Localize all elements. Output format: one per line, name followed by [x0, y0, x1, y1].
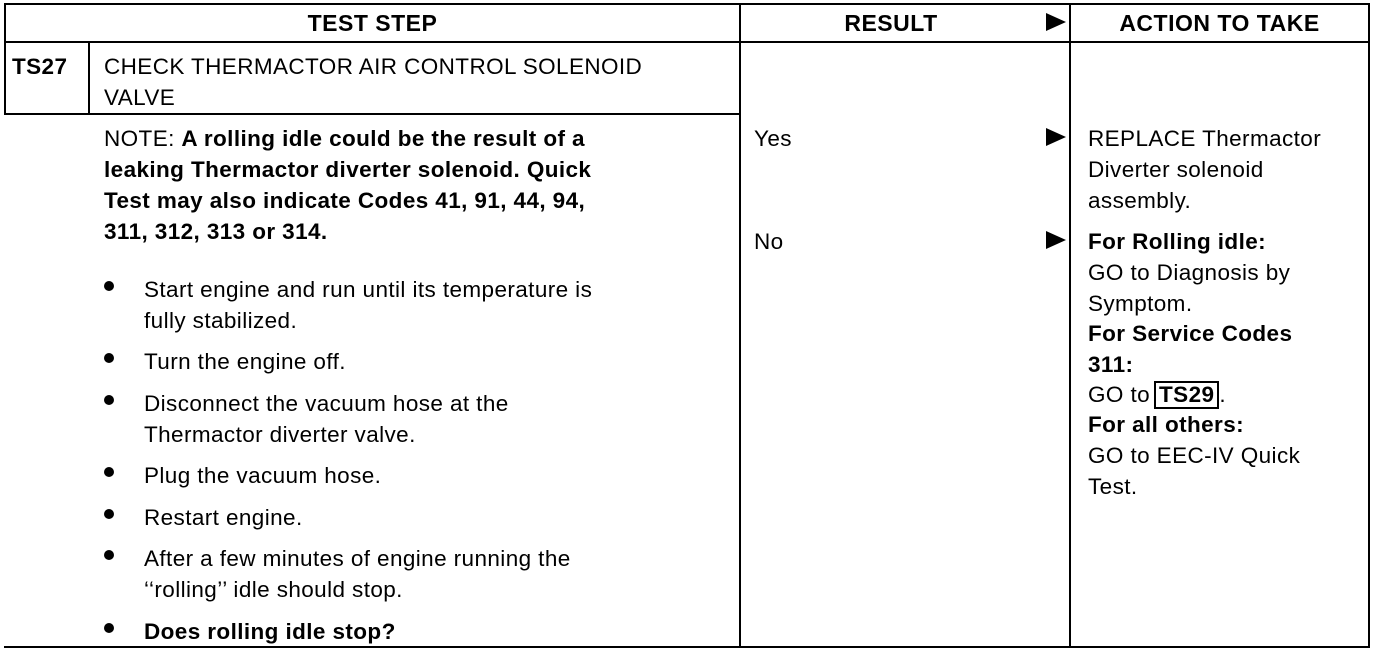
- action-yes-line-1: REPLACE Thermactor: [1088, 126, 1322, 151]
- header-result: RESULT: [844, 10, 938, 36]
- header-test-step: TEST STEP: [307, 10, 438, 36]
- result-no: No: [754, 229, 784, 254]
- result-yes: Yes: [754, 126, 792, 151]
- bullet-6-line-2: ‘‘rolling’’ idle should stop.: [144, 577, 403, 602]
- header-bottom-border: [4, 41, 1370, 43]
- note-line-2: leaking Thermactor diverter solenoid. Quick: [104, 157, 592, 182]
- note-label: NOTE:: [104, 126, 182, 151]
- result-column-left-border: [739, 3, 741, 648]
- bullet-6-line-1: After a few minutes of engine running the: [144, 546, 571, 571]
- note-line-4: 311, 312, 313 or 314.: [104, 219, 328, 244]
- result-yes-arrow-icon: [1046, 128, 1066, 146]
- header-action: ACTION TO TAKE: [1119, 10, 1320, 36]
- goto-prefix: GO to: [1088, 382, 1151, 407]
- action-others-heading: For all others:: [1088, 412, 1245, 437]
- bullet-4-line-1: Plug the vacuum hose.: [144, 463, 382, 488]
- note-text-1: A rolling idle could be the result of a: [181, 126, 585, 151]
- action-rolling-line-2: Symptom.: [1088, 291, 1193, 316]
- action-rolling-line-1: GO to Diagnosis by: [1088, 260, 1291, 285]
- action-yes-line-3: assembly.: [1088, 188, 1192, 213]
- note-line-1: [104, 123, 585, 154]
- step-title-bottom-border: [4, 113, 740, 115]
- step-title-line-1: CHECK THERMACTOR AIR CONTROL SOLENOID: [104, 54, 643, 79]
- action-yes-line-2: Diverter solenoid: [1088, 157, 1264, 182]
- bullet-icon: [104, 623, 114, 633]
- bullet-icon: [104, 467, 114, 477]
- action-service-heading-2: 311:: [1088, 352, 1134, 377]
- table-top-border: [4, 3, 1370, 5]
- bullet-icon: [104, 281, 114, 291]
- action-others-line-1: GO to EEC-IV Quick: [1088, 443, 1301, 468]
- table-right-border: [1368, 3, 1370, 648]
- bullet-1-line-2: fully stabilized.: [144, 308, 298, 333]
- step-id-divider: [88, 42, 90, 114]
- action-others-line-2: Test.: [1088, 474, 1138, 499]
- bullet-5-line-1: Restart engine.: [144, 505, 303, 530]
- action-column-left-border: [1069, 3, 1071, 648]
- action-goto-line: [1088, 379, 1226, 410]
- bullet-icon: [104, 395, 114, 405]
- header-arrow-icon: [1046, 13, 1066, 31]
- bullet-7-question: Does rolling idle stop?: [144, 619, 396, 644]
- action-rolling-heading: For Rolling idle:: [1088, 229, 1267, 254]
- bullet-1-line-1: Start engine and run until its temperature is: [144, 277, 593, 302]
- action-service-heading-1: For Service Codes: [1088, 321, 1293, 346]
- bullet-3-line-2: Thermactor diverter valve.: [144, 422, 416, 447]
- result-no-arrow-icon: [1046, 231, 1066, 249]
- note-line-3: Test may also indicate Codes 41, 91, 44, 94,: [104, 188, 586, 213]
- step-id: TS27: [12, 54, 68, 79]
- goto-suffix: .: [1219, 382, 1227, 407]
- bullet-icon: [104, 550, 114, 560]
- bullet-icon: [104, 509, 114, 519]
- goto-ts29-link[interactable]: TS29: [1154, 381, 1219, 409]
- bullet-3-line-1: Disconnect the vacuum hose at the: [144, 391, 509, 416]
- bullet-icon: [104, 353, 114, 363]
- step-title-line-2: VALVE: [104, 85, 176, 110]
- bullet-2-line-1: Turn the engine off.: [144, 349, 346, 374]
